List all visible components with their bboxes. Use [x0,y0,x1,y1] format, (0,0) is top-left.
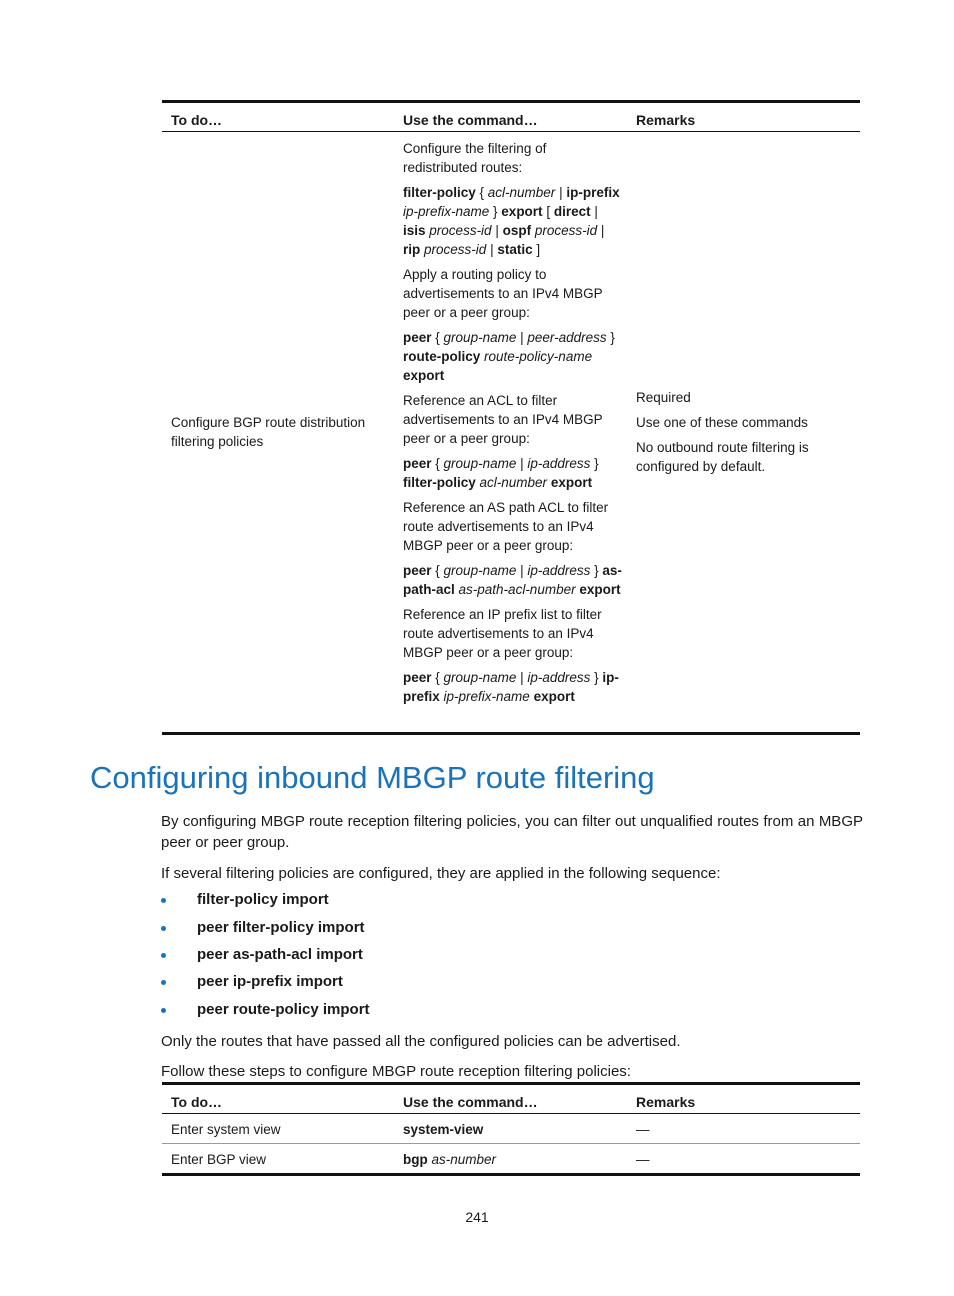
command-argument: group-name [443,456,517,471]
command-argument: ip-prefix-name [403,204,490,219]
remark-use-one: Use one of these commands [636,415,808,430]
intro-paragraph: By configuring MBGP route reception filtering policies, you can filter out unqualified routes from an MBGP peer or peer group. [161,813,863,851]
command-argument: process-id [429,223,492,238]
command-keyword: as-path-acl [403,563,622,597]
command-keyword: system-view [403,1122,484,1137]
command-keyword: export [533,689,575,704]
command-symbol: | [486,242,498,257]
command-symbol: { [431,456,444,471]
remark-required: Required [636,390,691,405]
table-header [162,103,860,132]
command-argument: ip-address [527,670,591,685]
command-symbol: { [475,185,488,200]
bullet-label: peer filter-policy import [197,919,365,936]
command-argument: acl-number [479,475,548,490]
row-remarks: — [636,1152,650,1167]
command-keyword: filter-policy [403,185,476,200]
command-argument: peer-address [527,330,607,345]
header-todo: To do… [171,112,223,128]
row-command [403,1122,483,1137]
table-header [162,1085,860,1114]
row-command [403,1152,496,1167]
section-heading: Configuring inbound MBGP route filtering [90,760,655,795]
command-syntax [403,668,623,706]
command-syntax [403,561,623,599]
header-remarks: Remarks [636,112,696,128]
command-symbol: | [516,456,528,471]
command-syntax [403,328,623,385]
command-symbol: | [597,223,605,238]
bullet-dot [161,898,166,903]
command-keyword: ospf [502,223,532,238]
command-symbol: { [431,670,444,685]
command-description: Reference an ACL to filter advertisements to an IPv4 MBGP peer or a peer group: [403,393,603,446]
command-argument: as-path-acl-number [458,582,576,597]
command-keyword: peer [403,670,432,685]
header-remarks: Remarks [636,1094,696,1110]
command-description: Apply a routing policy to advertisements to an IPv4 MBGP peer or a peer group: [403,267,603,320]
command-symbol: } [590,563,603,578]
command-description: Reference an AS path ACL to filter route advertisements to an IPv4 MBGP peer or a peer group: [403,500,609,553]
command-symbol: | [516,330,528,345]
command-keyword: bgp [403,1152,428,1167]
bullet-dot [161,1008,166,1013]
remarks-cell [636,388,836,482]
bullet-dot [161,926,166,931]
command-symbol: | [590,204,598,219]
table-row [162,1144,860,1173]
after-bullets-paragraph: Only the routes that have passed all the configured policies can be advertised. [161,1033,681,1050]
command-keyword: peer [403,330,432,345]
command-argument: group-name [443,563,517,578]
command-syntax [403,183,623,259]
header-todo: To do… [171,1094,223,1110]
command-description: Configure the filtering of redistributed routes: [403,141,547,175]
command-argument: ip-prefix-name [443,689,530,704]
bullet-label: peer route-policy import [197,1001,370,1018]
table-bottom-rule [162,732,860,735]
command-keyword: peer [403,456,432,471]
row-todo: Enter system view [171,1122,281,1137]
command-syntax [403,454,623,492]
todo-cell: Configure BGP route distribution filtering policies [171,415,366,449]
command-symbol: | [516,563,528,578]
row-todo: Enter BGP view [171,1152,267,1167]
command-symbol: | [516,670,528,685]
bullet-label: filter-policy import [197,891,329,908]
command-keyword: ip-prefix [403,670,619,704]
command-argument: group-name [443,330,517,345]
header-command: Use the command… [403,1094,538,1110]
command-argument: route-policy-name [484,349,593,364]
steps-intro-paragraph: Follow these steps to configure MBGP route reception filtering policies: [161,1063,631,1080]
command-symbol: { [431,330,444,345]
command-keyword: filter-policy [403,475,476,490]
command-argument: ip-address [527,456,591,471]
command-argument: acl-number [487,185,556,200]
bullet-label: peer as-path-acl import [197,946,363,963]
table-row [162,1114,860,1143]
command-argument: as-number [431,1152,497,1167]
command-symbol: { [431,563,444,578]
command-keyword: isis [403,223,426,238]
command-description: Reference an IP prefix list to filter route advertisements to an IPv4 MBGP peer or a peer group: [403,607,602,660]
command-argument: ip-address [527,563,591,578]
command-keyword: export [403,368,445,383]
table-bottom-rule [162,1173,860,1176]
command-symbol: } [590,456,599,471]
row-remarks: — [636,1122,650,1137]
command-keyword: ip-prefix [566,185,620,200]
header-command: Use the command… [403,112,538,128]
command-keyword: export [550,475,593,490]
command-argument: process-id [534,223,598,238]
command-symbol: | [555,185,567,200]
command-argument: process-id [424,242,487,257]
sequence-paragraph: If several filtering policies are configured, they are applied in the following sequence: [161,865,721,882]
bullet-dot [161,980,166,985]
table-body [162,132,860,732]
bullet-dot [161,953,166,958]
command-table-outbound [162,100,860,735]
command-keyword: static [497,242,533,257]
command-keyword: export [579,582,621,597]
command-symbol: [ [542,204,554,219]
command-keyword: route-policy [403,349,481,364]
command-keyword: peer [403,563,432,578]
command-keyword: export [501,204,543,219]
command-table-inbound [162,1082,860,1176]
bullet-label: peer ip-prefix import [197,973,343,990]
command-cell [403,139,623,712]
command-argument: group-name [443,670,517,685]
command-symbol: } [489,204,502,219]
command-symbol: } [606,330,615,345]
command-symbol: | [491,223,503,238]
command-symbol: ] [532,242,541,257]
page-number: 241 [465,1209,489,1225]
command-keyword: rip [403,242,421,257]
command-symbol: } [590,670,603,685]
remark-default: No outbound route filtering is configured by default. [636,440,809,474]
command-keyword: direct [553,204,591,219]
